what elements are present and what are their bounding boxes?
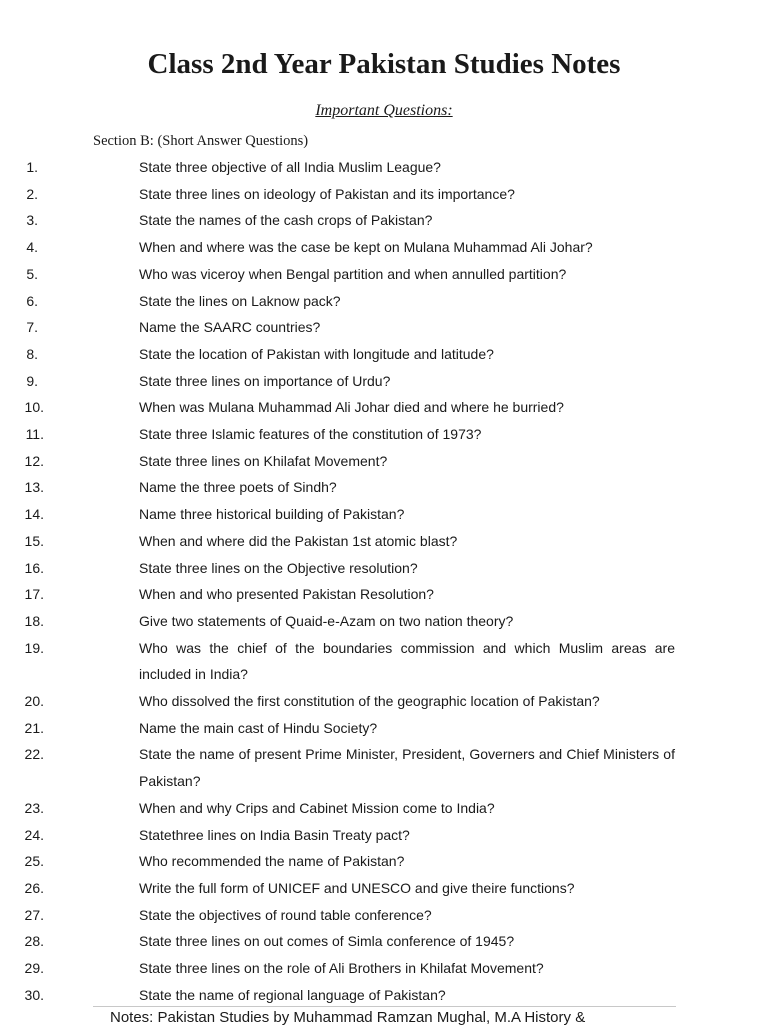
question-item	[0, 448, 675, 475]
question-text: Who was viceroy when Bengal partition and when annulled partition?	[139, 265, 567, 282]
question-item	[0, 394, 675, 421]
question-text: Who was the chief of the boundaries commission and which Muslim areas are included in India?	[139, 639, 675, 683]
question-text: When and who presented Pakistan Resolution?	[139, 586, 434, 603]
question-number: 2.	[26, 185, 38, 202]
question-text: Give two statements of Quaid-e-Azam on two nation theory?	[139, 612, 514, 629]
question-number: 14.	[24, 506, 44, 523]
question-number: 26.	[24, 879, 44, 896]
question-number: 19.	[24, 639, 44, 656]
question-text: State the name of present Prime Minister, President, Governers and Chief Ministers of Pakistan?	[139, 746, 675, 790]
question-item	[0, 928, 675, 955]
question-number: 9.	[26, 372, 38, 389]
question-item	[0, 848, 675, 875]
question-text: Write the full form of UNICEF and UNESCO and give theire functions?	[139, 879, 575, 896]
question-number: 27.	[24, 906, 44, 923]
questions-list	[0, 154, 768, 1009]
question-number: 16.	[24, 559, 44, 576]
question-number: 29.	[24, 960, 44, 977]
question-text: Who dissolved the first constitution of the geographic location of Pakistan?	[139, 693, 600, 710]
question-text: Who recommended the name of Pakistan?	[139, 853, 405, 870]
document-title: Class 2nd Year Pakistan Studies Notes	[147, 48, 621, 80]
question-text: When was Mulana Muhammad Ali Johar died and where he burried?	[139, 399, 564, 416]
question-item	[0, 875, 675, 902]
question-text: Name three historical building of Pakistan?	[139, 506, 405, 523]
question-number: 10.	[24, 399, 44, 416]
question-item	[0, 581, 675, 608]
question-item	[0, 368, 675, 395]
question-text: State the name of regional language of Pakistan?	[139, 986, 446, 1003]
question-number: 25.	[24, 853, 44, 870]
question-text: State three Islamic features of the constitution of 1973?	[139, 426, 482, 443]
question-item	[0, 741, 675, 794]
question-text: State three lines on importance of Urdu?	[139, 372, 391, 389]
question-text: State the location of Pakistan with longitude and latitude?	[139, 345, 494, 362]
question-number: 21.	[24, 719, 44, 736]
question-text: Name the main cast of Hindu Society?	[139, 719, 378, 736]
question-text: When and where was the case be kept on Mulana Muhammad Ali Johar?	[139, 239, 593, 256]
page-footer: Notes: Pakistan Studies by Muhammad Ramzan Mughal, M.A History &	[110, 1009, 586, 1026]
question-text: When and why Crips and Cabinet Mission come to India?	[139, 799, 495, 816]
question-item	[0, 528, 675, 555]
question-number: 28.	[24, 933, 44, 950]
question-text: Statethree lines on India Basin Treaty pact?	[139, 826, 410, 843]
question-number: 30.	[24, 986, 44, 1003]
question-text: State three objective of all India Muslim League?	[139, 159, 441, 175]
question-item	[0, 635, 675, 688]
question-item	[0, 822, 675, 849]
question-item	[0, 288, 675, 315]
question-item	[0, 688, 675, 715]
question-number: 20.	[24, 693, 44, 710]
question-number: 11.	[25, 426, 44, 443]
question-text: State three lines on out comes of Simla conference of 1945?	[139, 933, 515, 950]
question-number: 12.	[24, 452, 44, 469]
question-item	[0, 181, 675, 208]
question-number: 17.	[24, 586, 44, 603]
question-number: 24.	[24, 826, 44, 843]
question-item	[0, 715, 675, 742]
question-item	[0, 795, 675, 822]
question-number: 6.	[26, 292, 38, 309]
question-number: 13.	[24, 479, 44, 496]
question-text: State the names of the cash crops of Pakistan?	[139, 212, 433, 229]
question-item	[0, 207, 675, 234]
question-item	[0, 234, 675, 261]
question-item	[0, 555, 675, 582]
question-item	[0, 955, 675, 982]
question-text: State the objectives of round table conference?	[139, 906, 432, 923]
question-item	[0, 501, 675, 528]
question-item	[0, 261, 675, 288]
question-number: 4.	[26, 239, 38, 256]
question-text: State three lines on Khilafat Movement?	[139, 452, 388, 469]
important-questions-heading: Important Questions:	[315, 102, 453, 119]
question-text: State the lines on Laknow pack?	[139, 292, 341, 309]
question-item	[0, 341, 675, 368]
question-item	[0, 314, 675, 341]
question-text: State three lines on the Objective resolution?	[139, 559, 418, 576]
section-heading: Section B: (Short Answer Questions)	[93, 133, 309, 149]
question-number: 22.	[24, 746, 44, 763]
question-number: 23.	[24, 799, 44, 816]
question-item	[0, 902, 675, 929]
question-number: 18.	[24, 612, 44, 629]
question-text: Name the SAARC countries?	[139, 319, 321, 336]
question-number: 1.	[26, 159, 38, 175]
question-text: State three lines on the role of Ali Brothers in Khilafat Movement?	[139, 960, 544, 977]
question-item	[0, 982, 675, 1009]
question-number: 7.	[26, 319, 38, 336]
question-item	[0, 474, 675, 501]
question-item	[0, 421, 675, 448]
question-text: State three lines on ideology of Pakistan and its importance?	[139, 185, 515, 202]
question-item	[0, 154, 675, 181]
question-number: 3.	[26, 212, 38, 229]
question-number: 8.	[26, 345, 38, 362]
question-item	[0, 608, 675, 635]
question-number: 15.	[24, 532, 44, 549]
question-text: Name the three poets of Sindh?	[139, 479, 337, 496]
question-number: 5.	[26, 265, 38, 282]
footer-divider	[93, 1006, 676, 1007]
question-text: When and where did the Pakistan 1st atomic blast?	[139, 532, 458, 549]
